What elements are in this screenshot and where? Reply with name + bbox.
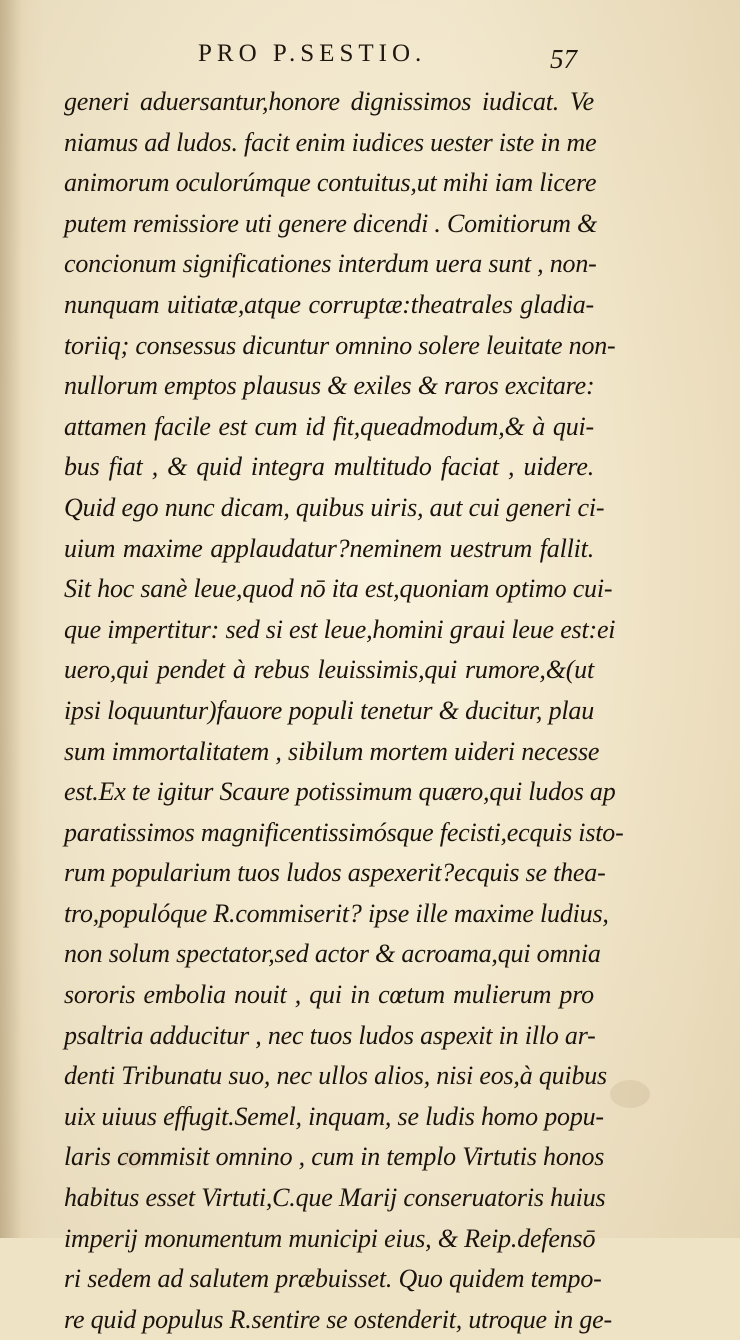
text-line: laris commisit omnino , cum in templo Virtutis honos <box>64 1142 605 1172</box>
text-line: attamen facile est cum id fit,queadmodum,& à qui- <box>64 411 594 441</box>
text-line: generi aduersantur,honore dignissimos iudicat. Ve <box>64 87 594 116</box>
text-line: habitus esset Virtuti,C.que Marij conseruatoris huius <box>64 1183 606 1213</box>
text-line: putem remissiore uti genere dicendi . Comitiorum & <box>64 208 598 238</box>
page-number: 57 <box>550 44 577 74</box>
body-text <box>64 82 624 1340</box>
text-line: psaltria adducitur , nec tuos ludos aspexit in illo ar- <box>64 1020 596 1050</box>
text-line: Quid ego nunc dicam, quibus uiris, aut cui generi ci- <box>64 492 605 522</box>
text-line: sororis embolia nouit , qui in cœtum mulierum pro <box>64 980 594 1010</box>
text-line: uero,qui pendet à rebus leuissimis,qui rumore,&(ut <box>64 655 594 685</box>
text-line: ri sedem ad salutem præbuisset. Quo quidem tempo- <box>64 1264 602 1294</box>
text-line: paratissimos magnificentissimósque fecisti,ecquis isto- <box>64 817 624 847</box>
paper-stain <box>610 1080 650 1108</box>
text-line: que impertitur: sed si est leue,homini graui leue est:ei <box>64 614 616 644</box>
text-line: non solum spectator,sed actor & acroama,qui omnia <box>64 939 601 969</box>
text-line: tro,populóque R.commiserit? ipse ille maxime ludius, <box>64 898 609 928</box>
running-title: PRO P.SESTIO. <box>198 40 427 67</box>
text-line: nunquam uitiatæ,atque corruptæ:theatrales gladia- <box>64 289 594 319</box>
text-line: Sit hoc sanè leue,quod nō ita est,quoniam optimo cui- <box>64 574 613 604</box>
text-line: bus fiat , & quid integra multitudo faciat , uidere. <box>64 452 594 482</box>
text-line: sum immortalitatem , sibilum mortem uideri necesse <box>64 736 600 766</box>
text-line: niamus ad ludos. facit enim iudices uester iste in me <box>64 127 597 157</box>
page-header <box>0 34 740 74</box>
text-line: re quid populus R.sentire se ostenderit, utroque in ge- <box>64 1304 612 1334</box>
text-line: uium maxime applaudatur?neminem uestrum fallit. <box>64 533 594 563</box>
text-line: concionum significationes interdum uera sunt , non- <box>64 249 597 279</box>
text-line: uix uiuus effugit.Semel, inquam, se ludis homo popu- <box>64 1101 604 1131</box>
text-line: toriiq; consessus dicuntur omnino solere leuitate non- <box>64 330 616 360</box>
text-line: animorum oculorúmque contuitus,ut mihi iam licere <box>64 168 597 198</box>
text-line: nullorum emptos plausus & exiles & raros excitare: <box>64 371 595 401</box>
text-line: imperij monumentum municipi eius, & Reip.defensō <box>64 1223 596 1253</box>
text-line: denti Tribunatu suo, nec ullos alios, nisi eos,à quibus <box>64 1061 607 1091</box>
text-line: ipsi loquuntur)fauore populi tenetur & ducitur, plau <box>64 695 594 725</box>
text-line: rum popularium tuos ludos aspexerit?ecquis se thea- <box>64 858 606 888</box>
gutter-shadow <box>0 0 22 1238</box>
text-line: est.Ex te igitur Scaure potissimum quæro,qui ludos ap <box>64 777 616 807</box>
